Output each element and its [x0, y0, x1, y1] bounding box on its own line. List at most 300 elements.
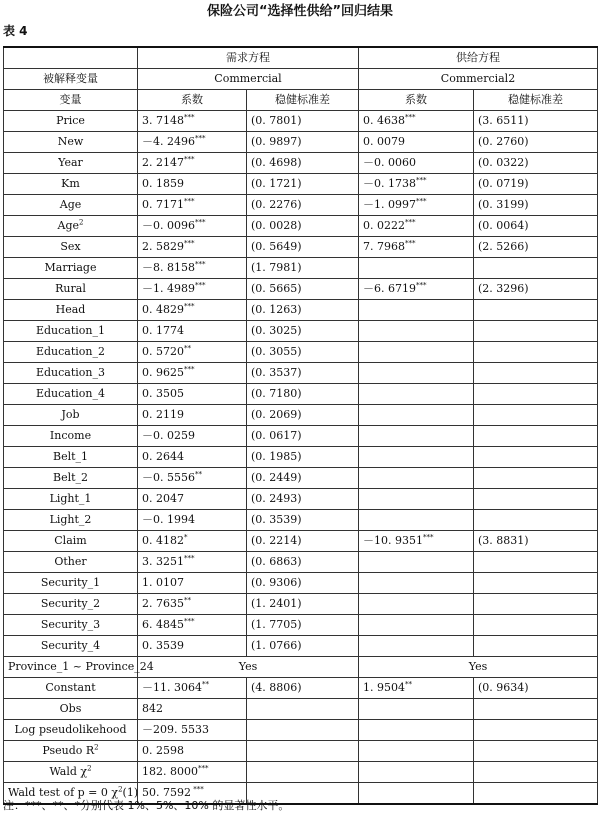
variable-name-cell [4, 132, 138, 153]
variable-name: Education_1 [35, 324, 106, 337]
variable-name: Other [54, 555, 87, 568]
demand-coef-cell [138, 489, 247, 510]
stats-row [4, 762, 598, 783]
demand-coef-cell [138, 531, 247, 552]
supply-se-cell [474, 489, 598, 510]
supply-coef-cell [359, 468, 474, 489]
demand-coef-cell [138, 195, 247, 216]
empty-cell [474, 762, 598, 783]
demand-se-cell: (0. 1263) [247, 300, 359, 321]
demand-coef-cell [138, 510, 247, 531]
coefficient-value: 0. 9625 [142, 366, 184, 379]
header-supply-se: 稳健标准差 [474, 90, 598, 111]
variable-name: Light_2 [49, 513, 92, 526]
table-row [4, 615, 598, 636]
supply-coef-cell [359, 174, 474, 195]
empty-cell [359, 762, 474, 783]
supply-se-cell [474, 258, 598, 279]
coefficient-value: 1. 9504 [363, 681, 405, 694]
table-row [4, 195, 598, 216]
variable-name-cell [4, 531, 138, 552]
coefficient-value: 0. 5720 [142, 345, 184, 358]
coefficient-value: 0. 2047 [142, 492, 184, 505]
coefficient-value: －11. 3064 [142, 681, 202, 694]
supply-se-cell [474, 300, 598, 321]
variable-name: Education_4 [35, 387, 106, 400]
coefficient-value: 0. 2644 [142, 450, 184, 463]
variable-name-cell [4, 153, 138, 174]
significance-stars: ** [184, 596, 191, 605]
variable-name-cell [4, 279, 138, 300]
table-row [4, 468, 598, 489]
supply-se-cell: (2. 3296) [474, 279, 598, 300]
table-row [4, 510, 598, 531]
demand-se-cell: (0. 3025) [247, 321, 359, 342]
supply-coef-cell [359, 216, 474, 237]
demand-coef-cell [138, 678, 247, 699]
table-row [4, 489, 598, 510]
stat-name-cell [4, 741, 138, 762]
table-row [4, 237, 598, 258]
table-row [4, 552, 598, 573]
significance-stars: *** [184, 617, 195, 626]
significance-stars: *** [184, 155, 195, 164]
stat-name: Obs [59, 702, 82, 715]
variable-name: Light_1 [49, 492, 92, 505]
variable-name: Year [58, 156, 83, 169]
variable-name-cell [4, 384, 138, 405]
header-column-row [4, 90, 598, 111]
header-dependent-row [4, 69, 598, 90]
coefficient-value: 0. 0222 [363, 219, 405, 232]
empty-cell [247, 741, 359, 762]
table-row [4, 447, 598, 468]
demand-se-cell: (0. 2449) [247, 468, 359, 489]
supply-coef-cell [359, 342, 474, 363]
variable-name-cell [4, 594, 138, 615]
coefficient-value: 0. 0079 [363, 135, 405, 148]
supply-coef-cell [359, 405, 474, 426]
variable-name-cell [4, 426, 138, 447]
coefficient-value: 0. 3505 [142, 387, 184, 400]
demand-coef-cell [138, 426, 247, 447]
supply-coef-cell [359, 111, 474, 132]
variable-name-cell [4, 342, 138, 363]
supply-se-cell: (0. 3199) [474, 195, 598, 216]
coefficient-value: 0. 4638 [363, 114, 405, 127]
table-row [4, 300, 598, 321]
significance-stars: *** [184, 554, 195, 563]
significance-stars: *** [195, 218, 206, 227]
significance-stars: *** [195, 281, 206, 290]
empty-cell [474, 720, 598, 741]
coefficient-value: －1. 0997 [363, 198, 416, 211]
stat-superscript: 2 [94, 743, 99, 752]
demand-se-cell: (0. 2276) [247, 195, 359, 216]
supply-se-cell: (3. 6511) [474, 111, 598, 132]
coefficient-value: 2. 7635 [142, 597, 184, 610]
demand-se-cell: (0. 5665) [247, 279, 359, 300]
variable-name-cell [4, 405, 138, 426]
empty-cell [247, 699, 359, 720]
header-dependent-label: 被解释变量 [4, 69, 138, 90]
demand-se-cell: (0. 1985) [247, 447, 359, 468]
stat-superscript: 2 [87, 764, 92, 773]
demand-se-cell: (0. 7180) [247, 384, 359, 405]
empty-cell [359, 720, 474, 741]
significance-stars: *** [416, 176, 427, 185]
table-row [4, 258, 598, 279]
variable-name: Belt_2 [52, 471, 89, 484]
variable-name-cell [4, 615, 138, 636]
significance-stars: ** [195, 470, 202, 479]
demand-coef-cell [138, 279, 247, 300]
demand-se-cell: (1. 2401) [247, 594, 359, 615]
supply-coef-cell [359, 132, 474, 153]
supply-se-cell [474, 384, 598, 405]
supply-coef-cell [359, 321, 474, 342]
supply-coef-cell [359, 510, 474, 531]
demand-coef-cell [138, 405, 247, 426]
variable-name-cell [4, 552, 138, 573]
demand-se-cell: (0. 9897) [247, 132, 359, 153]
stat-name-cell [4, 699, 138, 720]
header-dependent-demand: Commercial [138, 69, 359, 90]
variable-name: Security_4 [40, 639, 101, 652]
variable-name: Security_2 [40, 597, 101, 610]
stat-name-cell [4, 720, 138, 741]
supply-coef-cell [359, 489, 474, 510]
demand-coef-cell [138, 615, 247, 636]
significance-stars: *** [197, 764, 209, 773]
significance-stars: ** [201, 680, 209, 689]
variable-superscript: 2 [79, 218, 84, 227]
table-row [4, 573, 598, 594]
demand-coef-cell [138, 321, 247, 342]
demand-se-cell: (0. 6863) [247, 552, 359, 573]
empty-cell [359, 741, 474, 762]
demand-coef-cell [138, 300, 247, 321]
demand-se-cell: (0. 0617) [247, 426, 359, 447]
stat-value-cell [138, 741, 247, 762]
variable-name-cell [4, 468, 138, 489]
variable-name: Constant [45, 681, 96, 694]
variable-name-cell [4, 195, 138, 216]
coefficient-value: 0. 1859 [142, 177, 184, 190]
variable-name: Education_2 [35, 345, 106, 358]
supply-coef-cell [359, 447, 474, 468]
demand-coef-cell [138, 132, 247, 153]
variable-name-cell [4, 258, 138, 279]
demand-se-cell: (4. 8806) [247, 678, 359, 699]
supply-se-cell [474, 447, 598, 468]
variable-name: Income [49, 429, 92, 442]
demand-se-cell: (0. 3537) [247, 363, 359, 384]
significance-stars: ** [405, 680, 412, 689]
table-row [4, 132, 598, 153]
coefficient-value: 2. 5829 [142, 240, 184, 253]
supply-coef-cell [359, 300, 474, 321]
variable-name-cell [4, 216, 138, 237]
coefficient-value: 0. 2598 [142, 744, 184, 757]
table-row [4, 342, 598, 363]
supply-se-cell [474, 405, 598, 426]
coefficient-value: －6. 6719 [363, 282, 416, 295]
demand-coef-cell [138, 111, 247, 132]
coefficient-value: 1. 0107 [142, 576, 184, 589]
coefficient-value: －0. 1738 [363, 177, 416, 190]
coefficient-value: 0. 4182 [142, 534, 184, 547]
supply-se-cell: (0. 0719) [474, 174, 598, 195]
variable-name: Age [57, 219, 80, 232]
table-note: 注：***、**、*分别代表 1%、5%、10% 的显著性水平。 [3, 799, 290, 812]
province-demand: Yes [138, 657, 359, 678]
supply-se-cell: (0. 0322) [474, 153, 598, 174]
significance-stars: *** [405, 239, 416, 248]
variable-name: Security_3 [40, 618, 101, 631]
stat-superscript: 2 [118, 785, 123, 794]
table-title: 保险公司“选择性供给”回归结果 [206, 4, 394, 19]
supply-se-cell [474, 636, 598, 657]
variable-name: Job [61, 408, 80, 421]
demand-se-cell: (0. 5649) [247, 237, 359, 258]
variable-name-cell [4, 174, 138, 195]
demand-se-cell: (1. 7981) [247, 258, 359, 279]
significance-stars: *** [190, 785, 204, 794]
header-demand-coef: 系数 [138, 90, 247, 111]
variable-name: Km [61, 177, 80, 190]
variable-name: Age [59, 198, 82, 211]
supply-se-cell [474, 321, 598, 342]
coefficient-value: －209. 5533 [142, 723, 209, 736]
supply-coef-cell [359, 594, 474, 615]
variable-name: Claim [54, 534, 87, 547]
variable-name: Sex [60, 240, 81, 253]
supply-coef-cell [359, 678, 474, 699]
supply-coef-cell [359, 195, 474, 216]
demand-se-cell: (0. 7801) [247, 111, 359, 132]
coefficient-value: 2. 2147 [142, 156, 184, 169]
coefficient-value: 0. 7171 [142, 198, 184, 211]
header-dependent-supply: Commercial2 [359, 69, 598, 90]
coefficient-value: －4. 2496 [142, 135, 195, 148]
header-equation-row [4, 47, 598, 69]
variable-name-cell [4, 300, 138, 321]
supply-se-cell [474, 426, 598, 447]
empty-cell [359, 783, 474, 805]
significance-stars: *** [195, 134, 206, 143]
significance-stars: *** [195, 260, 206, 269]
coefficient-value: 842 [142, 702, 163, 715]
coefficient-value: 3. 3251 [142, 555, 184, 568]
variable-name-cell [4, 111, 138, 132]
supply-coef-cell [359, 279, 474, 300]
variable-name: Head [55, 303, 86, 316]
demand-se-cell: (0. 4698) [247, 153, 359, 174]
stat-name: Wald test of p = 0 χ [8, 786, 119, 799]
coefficient-value: －0. 0096 [142, 219, 195, 232]
table-row [4, 216, 598, 237]
supply-coef-cell [359, 636, 474, 657]
province-label: Province_1 ~ Province_24 [4, 657, 138, 678]
supply-coef-cell [359, 552, 474, 573]
supply-se-cell [474, 615, 598, 636]
table-row [4, 153, 598, 174]
table-row [4, 636, 598, 657]
variable-name-cell [4, 636, 138, 657]
coefficient-value: －8. 8158 [142, 261, 195, 274]
demand-se-cell: (0. 3055) [247, 342, 359, 363]
supply-se-cell: (2. 5266) [474, 237, 598, 258]
demand-se-cell: (0. 9306) [247, 573, 359, 594]
supply-coef-cell [359, 153, 474, 174]
stat-value-cell [138, 762, 247, 783]
significance-stars: *** [416, 197, 427, 206]
header-demand-se: 稳健标准差 [247, 90, 359, 111]
demand-coef-cell [138, 153, 247, 174]
demand-coef-cell [138, 216, 247, 237]
supply-se-cell: (0. 2760) [474, 132, 598, 153]
demand-se-cell: (0. 2069) [247, 405, 359, 426]
stat-name-cell [4, 762, 138, 783]
coefficient-value: 182. 8000 [142, 765, 198, 778]
supply-coef-cell [359, 258, 474, 279]
coefficient-value: －0. 5556 [142, 471, 195, 484]
stats-row [4, 741, 598, 762]
variable-name-cell [4, 321, 138, 342]
demand-coef-cell [138, 174, 247, 195]
coefficient-value: －0. 0060 [363, 156, 416, 169]
demand-coef-cell [138, 342, 247, 363]
significance-stars: *** [184, 197, 195, 206]
coefficient-value: 6. 4845 [142, 618, 184, 631]
regression-table [3, 46, 598, 805]
stat-name: Pseudo R [42, 744, 95, 757]
coefficient-value: 0. 2119 [142, 408, 184, 421]
header-supply-coef: 系数 [359, 90, 474, 111]
significance-stars: *** [184, 113, 195, 122]
variable-name-cell [4, 447, 138, 468]
demand-coef-cell [138, 468, 247, 489]
coefficient-value: －0. 1994 [142, 513, 195, 526]
province-supply: Yes [359, 657, 598, 678]
variable-name-cell [4, 489, 138, 510]
significance-stars: *** [405, 113, 416, 122]
demand-coef-cell [138, 636, 247, 657]
demand-coef-cell [138, 552, 247, 573]
table-row [4, 531, 598, 552]
demand-coef-cell [138, 447, 247, 468]
empty-cell [474, 741, 598, 762]
supply-coef-cell [359, 531, 474, 552]
stat-value-cell [138, 699, 247, 720]
supply-se-cell [474, 510, 598, 531]
demand-se-cell: (0. 3539) [247, 510, 359, 531]
demand-se-cell: (1. 7705) [247, 615, 359, 636]
empty-cell [474, 783, 598, 805]
empty-cell [474, 699, 598, 720]
supply-se-cell [474, 468, 598, 489]
empty-cell [247, 720, 359, 741]
supply-se-cell [474, 573, 598, 594]
stats-row [4, 699, 598, 720]
significance-stars: *** [184, 365, 195, 374]
variable-name-cell [4, 363, 138, 384]
stats-row [4, 720, 598, 741]
variable-name: Price [56, 114, 85, 127]
table-row [4, 174, 598, 195]
table-row [4, 279, 598, 300]
coefficient-value: 50. 7592 [142, 786, 191, 799]
table-row [4, 363, 598, 384]
coefficient-value: 0. 3539 [142, 639, 184, 652]
demand-coef-cell [138, 363, 247, 384]
table-label: 表 4 [3, 24, 28, 38]
supply-se-cell [474, 594, 598, 615]
supply-se-cell [474, 552, 598, 573]
demand-se-cell: (1. 0766) [247, 636, 359, 657]
stat-name: Wald χ [49, 765, 88, 778]
supply-coef-cell [359, 573, 474, 594]
province-row [4, 657, 598, 678]
demand-coef-cell [138, 594, 247, 615]
coefficient-value: －1. 4989 [142, 282, 195, 295]
significance-stars: *** [405, 218, 416, 227]
coefficient-value: 3. 7148 [142, 114, 184, 127]
constant-row [4, 678, 598, 699]
supply-se-cell [474, 342, 598, 363]
significance-stars: *** [184, 302, 195, 311]
header-variable-label: 变量 [4, 90, 138, 111]
coefficient-value: 7. 7968 [363, 240, 405, 253]
variable-name: Marriage [44, 261, 97, 274]
variable-name: Security_1 [40, 576, 101, 589]
table-row [4, 594, 598, 615]
demand-coef-cell [138, 384, 247, 405]
supply-coef-cell [359, 237, 474, 258]
coefficient-value: －0. 0259 [142, 429, 195, 442]
empty-cell [359, 699, 474, 720]
supply-coef-cell [359, 615, 474, 636]
supply-coef-cell [359, 384, 474, 405]
empty-cell [247, 762, 359, 783]
coefficient-value: 0. 4829 [142, 303, 184, 316]
demand-coef-cell [138, 237, 247, 258]
significance-stars: *** [416, 281, 427, 290]
supply-se-cell: (3. 8831) [474, 531, 598, 552]
table-row [4, 405, 598, 426]
variable-name: Rural [55, 282, 86, 295]
variable-name: Belt_1 [52, 450, 89, 463]
significance-stars: *** [422, 533, 434, 542]
table-row [4, 321, 598, 342]
stat-suffix: (1) [122, 786, 139, 799]
demand-se-cell: (0. 0028) [247, 216, 359, 237]
demand-coef-cell [138, 258, 247, 279]
header-blank-cell [4, 47, 138, 69]
variable-name-cell [4, 510, 138, 531]
supply-coef-cell [359, 426, 474, 447]
variable-name: Education_3 [35, 366, 106, 379]
stat-value-cell [138, 720, 247, 741]
supply-se-cell: (0. 0064) [474, 216, 598, 237]
demand-se-cell: (0. 1721) [247, 174, 359, 195]
significance-stars: *** [184, 239, 195, 248]
demand-se-cell: (0. 2493) [247, 489, 359, 510]
table-row [4, 384, 598, 405]
significance-stars: ** [184, 344, 191, 353]
coefficient-value: 0. 1774 [142, 324, 184, 337]
